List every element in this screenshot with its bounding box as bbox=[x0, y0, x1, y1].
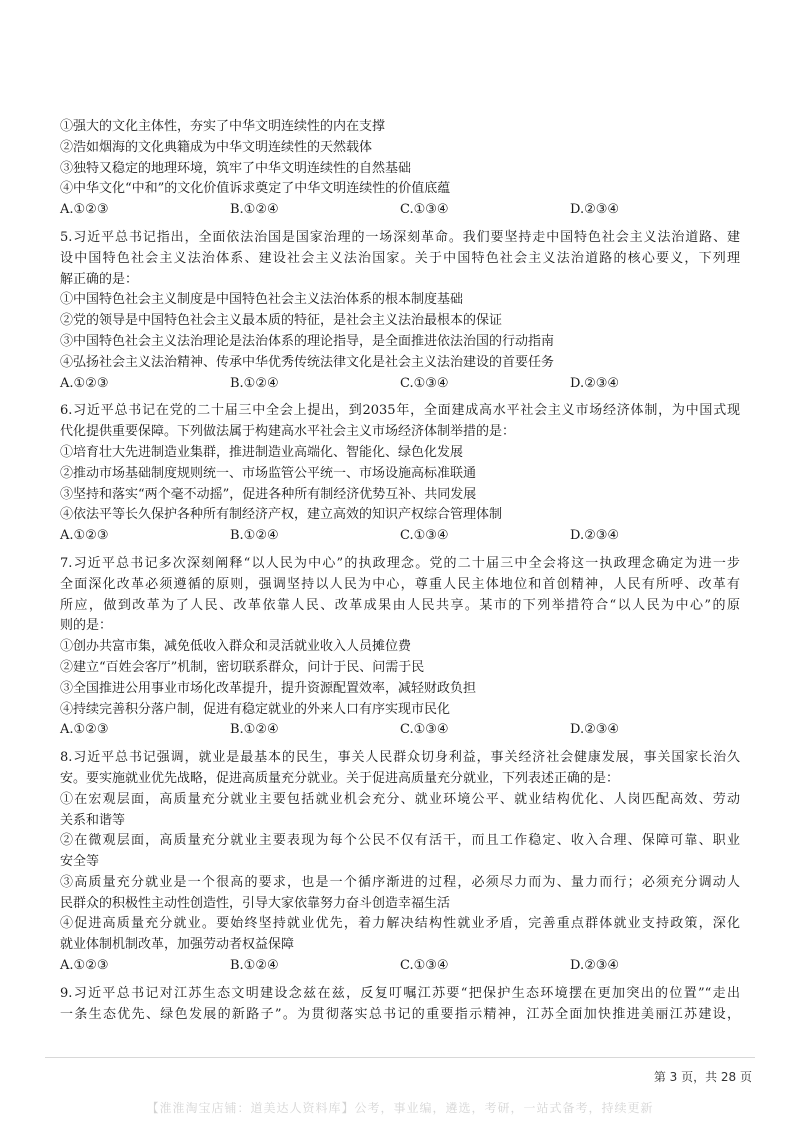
option-c: C.①③④ bbox=[400, 375, 449, 391]
choice-item-cont: 就业体制机制改革，加强劳动者权益保障 bbox=[60, 937, 295, 953]
watermark-text: 【淮淮淘宝店铺：道美达人资料库】公考，事业编，遴选，考研，一站式备考，持续更新 bbox=[146, 1101, 654, 1115]
option-d: D.②③④ bbox=[570, 528, 620, 544]
answer-options bbox=[60, 956, 740, 977]
choice-item: ①培育壮大先进制造业集群，推进制造业高端化、智能化、绿色化发展 bbox=[60, 444, 464, 460]
question-7 bbox=[60, 554, 740, 741]
choice-item: ③独特又稳定的地理环境，筑牢了中华文明连续性的自然基础 bbox=[60, 160, 412, 176]
choice-item: ③全国推进公用事业市场化改革提升，提升资源配置效率，减轻财政负担 bbox=[60, 680, 477, 696]
option-a: A.①②③ bbox=[60, 722, 109, 738]
question-stem: 6.习近平总书记在党的二十届三中全会上提出，到2035年，全面建成高水平社会主义市场经济体制，为中国式现 bbox=[60, 403, 740, 419]
choice-item: ①创办共富市集，减免低收入群众和灵活就业收入人员摊位费 bbox=[60, 639, 412, 655]
choice-item: ②推动市场基础制度规则统一、市场监管公平统一、市场设施高标准联通 bbox=[60, 465, 477, 481]
choice-item: ②建立“百姓会客厅”机制，密切联系群众，问计于民、问需于民 bbox=[60, 659, 425, 675]
choice-item: ③中国特色社会主义法治理论是法治体系的理论指导，是全面推进依法治国的行动指南 bbox=[60, 333, 555, 349]
choice-item-cont: 安全等 bbox=[60, 854, 100, 870]
question-8 bbox=[60, 748, 740, 977]
option-d: D.②③④ bbox=[570, 958, 620, 974]
answer-options bbox=[60, 374, 740, 395]
option-a: A.①②③ bbox=[60, 528, 109, 544]
option-d: D.②③④ bbox=[570, 722, 620, 738]
option-a: A.①②③ bbox=[60, 202, 109, 218]
question-stem: 9.习近平总书记对江苏生态文明建设念兹在兹，反复叮嘱江苏要“把保护生态环境摆在更加突出的位置”“走出 bbox=[60, 985, 740, 1001]
answer-options bbox=[60, 200, 740, 221]
choice-item: ④持续完善积分落户制，促进有稳定就业的外来人口有序实现市民化 bbox=[60, 701, 451, 717]
choice-item: ①在宏观层面，高质量充分就业主要包括就业机会充分、就业环境公平、就业结构优化、人岗匹配高效、劳动 bbox=[60, 791, 740, 807]
question-stem: 设中国特色社会主义法治体系、建设社会主义法治国家。关于中国特色社会主义法治道路的核心要义，下列理 bbox=[60, 250, 740, 266]
choice-item-cont: 民群众的积极性主动性创造性，引导大家依靠努力奋斗创造幸福生活 bbox=[60, 895, 451, 911]
option-b: B.①②④ bbox=[230, 375, 279, 391]
option-b: B.①②④ bbox=[230, 202, 279, 218]
choice-item: ④促进高质量充分就业。要始终坚持就业优先，着力解决结构性就业矛盾，完善重点群体就业支持政策，深化 bbox=[60, 916, 740, 932]
footer-divider bbox=[45, 1057, 755, 1058]
choice-item: ①中国特色社会主义制度是中国特色社会主义法治体系的根本制度基础 bbox=[60, 292, 464, 308]
option-c: C.①③④ bbox=[400, 202, 449, 218]
choice-item: ④中华文化“中和”的文化价值诉求奠定了中华文明连续性的价值底蕴 bbox=[60, 181, 451, 197]
question-9 bbox=[60, 984, 740, 1026]
question-stem: 则的是： bbox=[60, 618, 113, 634]
question-stem: 7.习近平总书记多次深刻阐释“以人民为中心”的执政理念。党的二十届三中全会将这一执政理念确定为进一步 bbox=[60, 555, 740, 571]
option-c: C.①③④ bbox=[400, 722, 449, 738]
option-d: D.②③④ bbox=[570, 202, 620, 218]
question-4-items bbox=[60, 117, 740, 221]
question-6 bbox=[60, 401, 740, 547]
question-stem: 8.习近平总书记强调，就业是最基本的民生，事关人民群众切身利益，事关经济社会健康发展，事关国家长治久 bbox=[60, 750, 740, 766]
question-5 bbox=[60, 228, 740, 394]
choice-item: ③坚持和落实“两个毫不动摇”，促进各种所有制经济优势互补、共同发展 bbox=[60, 486, 477, 502]
exam-page-content bbox=[60, 117, 740, 1025]
answer-options bbox=[60, 720, 740, 741]
option-c: C.①③④ bbox=[400, 958, 449, 974]
option-c: C.①③④ bbox=[400, 528, 449, 544]
option-b: B.①②④ bbox=[230, 958, 279, 974]
question-stem: 一条生态优先、绿色发展的新路子”。为贯彻落实总书记的重要指示精神，江苏全面加快推进美丽江苏建设， bbox=[60, 1006, 740, 1022]
choice-item: ③高质量充分就业是一个很高的要求，也是一个循序渐进的过程，必须尽力而为、量力而行；必须充分调动人 bbox=[60, 874, 740, 890]
question-stem: 5.习近平总书记指出，全面依法治国是国家治理的一场深刻革命。我们要坚持走中国特色社会主义法治道路、建 bbox=[60, 229, 740, 245]
option-d: D.②③④ bbox=[570, 375, 620, 391]
page-number: 第 3 页，共 28 页 bbox=[653, 1070, 752, 1084]
question-stem: 解正确的是： bbox=[60, 271, 139, 287]
option-a: A.①②③ bbox=[60, 958, 109, 974]
choice-item: ②浩如烟海的文化典籍成为中华文明连续性的天然载体 bbox=[60, 139, 373, 155]
option-b: B.①②④ bbox=[230, 528, 279, 544]
choice-item: ②党的领导是中国特色社会主义最本质的特征，是社会主义法治最根本的保证 bbox=[60, 313, 503, 329]
option-a: A.①②③ bbox=[60, 375, 109, 391]
choice-item: ①强大的文化主体性，夯实了中华文明连续性的内在支撑 bbox=[60, 119, 386, 134]
option-b: B.①②④ bbox=[230, 722, 279, 738]
question-stem: 代化提供重要保障。下列做法属于构建高水平社会主义市场经济体制举措的是： bbox=[60, 424, 516, 440]
answer-options bbox=[60, 526, 740, 547]
question-stem: 安。要实施就业优先战略，促进高质量充分就业。关于促进高质量充分就业，下列表述正确的是： bbox=[60, 770, 620, 786]
choice-item: ④弘扬社会主义法治精神、传承中华优秀传统法律文化是社会主义法治建设的首要任务 bbox=[60, 354, 555, 370]
question-stem: 全面深化改革必须遵循的原则，强调坚持以人民为中心，尊重人民主体地位和首创精神，人民有所呼、改革有 bbox=[60, 576, 740, 592]
question-stem: 所应，做到改革为了人民、改革依靠人民、改革成果由人民共享。某市的下列举措符合“以人民为中心”的原 bbox=[60, 597, 740, 613]
choice-item: ④依法平等长久保护各种所有制经济产权，建立高效的知识产权综合管理体制 bbox=[60, 507, 503, 523]
choice-item: ②在微观层面，高质量充分就业主要表现为每个公民不仅有活干，而且工作稳定、收入合理、保障可靠、职业 bbox=[60, 833, 740, 849]
choice-item-cont: 关系和谐等 bbox=[60, 812, 126, 828]
